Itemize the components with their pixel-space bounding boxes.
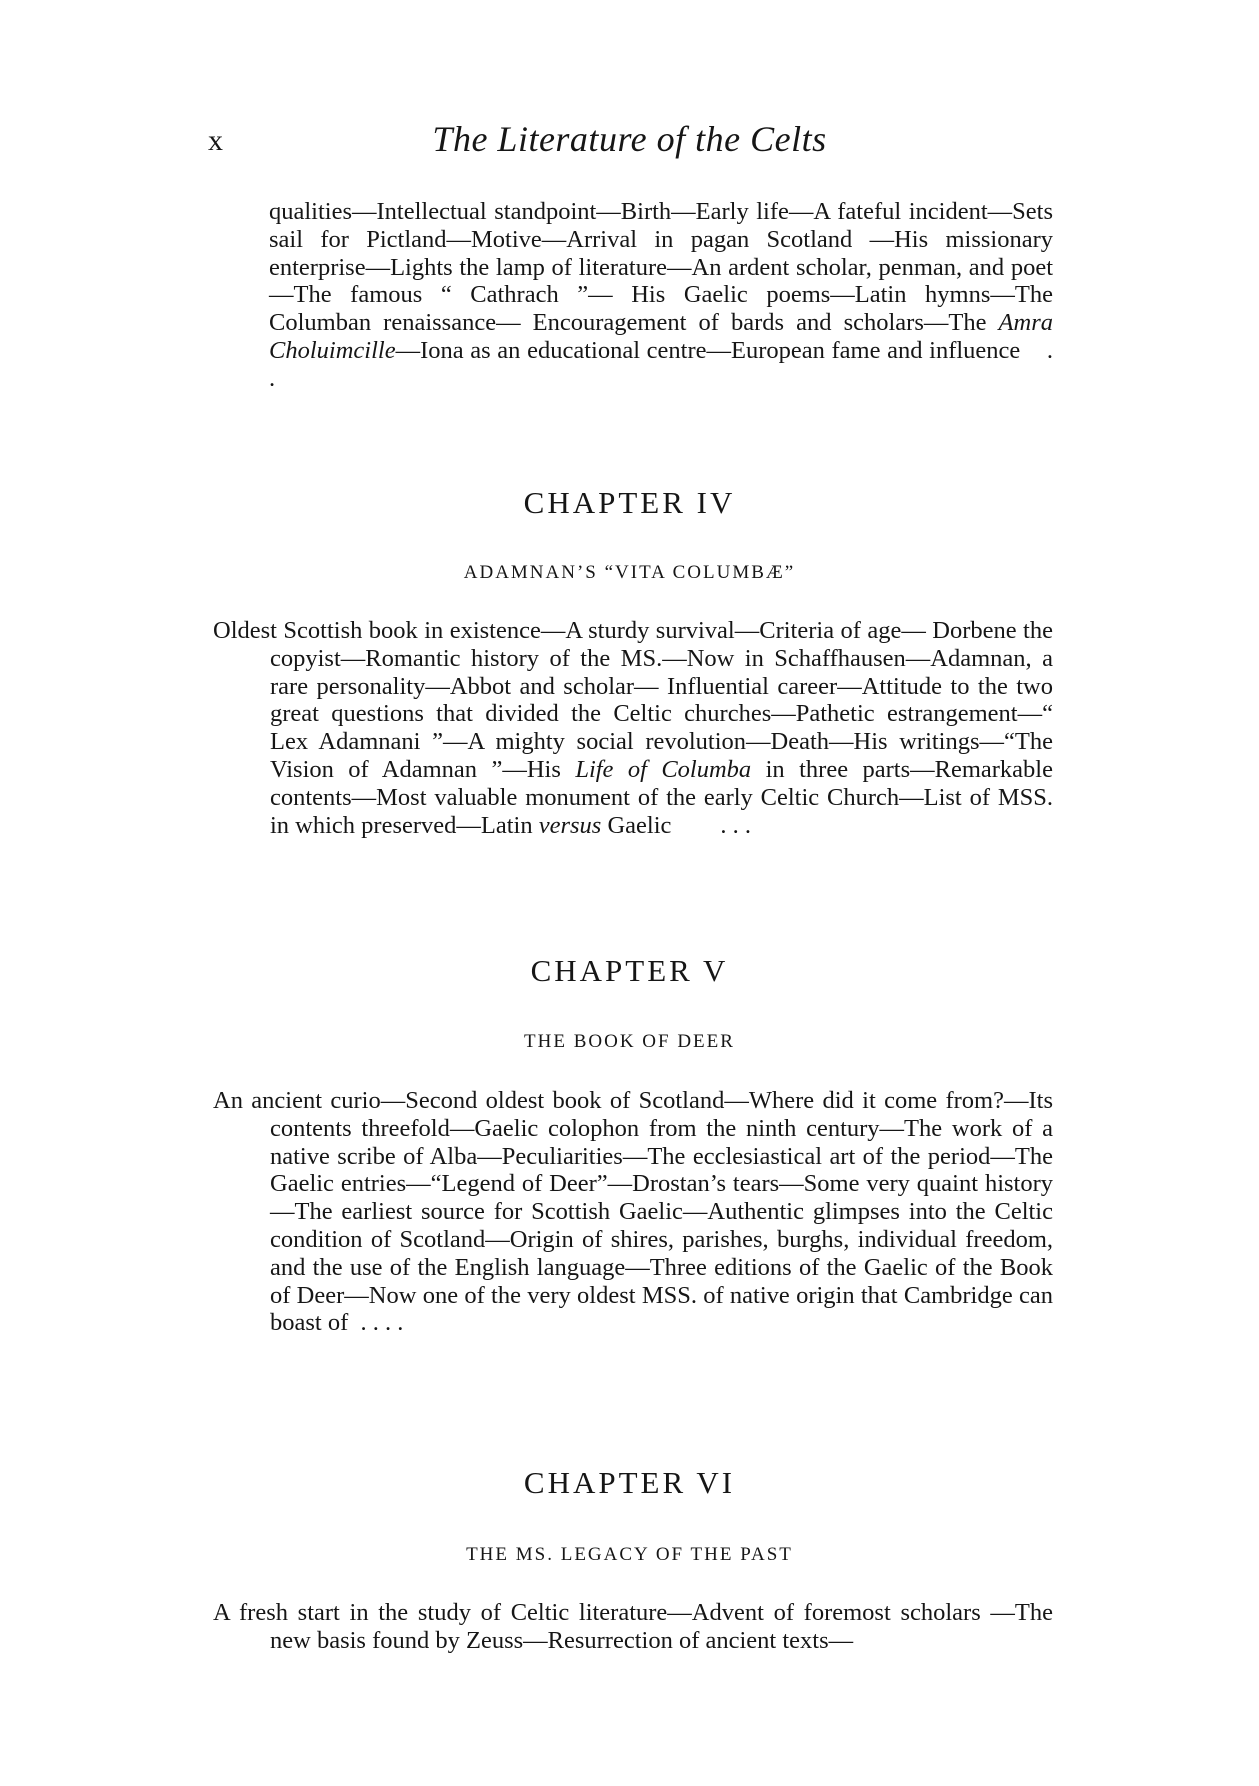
synopsis-text: —Iona as an educational centre—European fame and influence — [395, 336, 1021, 364]
chapter-3-synopsis-continued — [213, 198, 1053, 393]
synopsis-text: An ancient curio—Second oldest book of Scotland—Where did it come from?—Its contents threefold—Gaelic colophon from the ninth century—The work of a native scribe of Alba—Peculiarities—The ecclesiastical art of the period—The Gaelic entries—“Legend of Deer”—Drostan’s tears—Some very quaint history—The earliest source for Scottish Gaelic—Authentic glimpses into the Celtic condition of Scotland—Origin of shires, parishes, burghs, individual freedom, and the use of the English language—Three editions of the Gaelic of the Book of Deer—Now one of the very oldest MSS. of native origin that Cambridge can boast of — [213, 1087, 1053, 1337]
running-title: The Literature of the Celts — [432, 119, 827, 159]
synopsis-paragraph — [213, 1599, 1053, 1655]
synopsis-text: A fresh start in the study of Celtic literature—Advent of foremost scholars —The new basis found by Zeuss—Resurrection of ancient texts— — [213, 1599, 1053, 1654]
synopsis-text: Gaelic — [601, 811, 672, 839]
chapter-4-subtitle: ADAMNAN’S “VITA COLUMBÆ” — [463, 562, 796, 583]
dot-leaders: . . — [269, 336, 1053, 392]
synopsis-text: qualities—Intellectual standpoint—Birth—Early life—A fateful incident—Sets sail for Pictland—Motive—Arrival in pagan Scotland —His missionary enterprise—Lights the lamp of literature—An ardent scholar, penman, and poet—The famous “ Cathrach ”— His Gaelic poems—Latin hymns—The Columban renaissance— Encouragement of bards and scholars—The — [269, 198, 1053, 337]
chapter-4-synopsis — [213, 617, 1053, 839]
page-number: x — [208, 124, 223, 157]
chapter-6-heading: CHAPTER VI — [523, 1465, 736, 1500]
dot-leaders: . . . . — [360, 1309, 404, 1337]
synopsis-italic-word: versus — [538, 811, 602, 839]
dot-leaders: . . . — [720, 811, 752, 839]
synopsis-text: Oldest Scottish book in existence—A sturdy survival—Criteria of age— Dorbene the copyist—Romantic history of the MS.—Now in Schaffhausen—Adamnan, a rare personality—Abbot and scholar— Influential career—Attitude to the two great questions that divided the Celtic churches—Pathetic estrangement—“ Lex Adamnani ”—A mighty social revolution—Death—His writings—“The Vision of Adamnan ”—His — [213, 617, 1053, 783]
page-header — [0, 118, 1259, 168]
synopsis-paragraph — [213, 617, 1053, 839]
synopsis-italic-title: Life of Columba — [575, 755, 752, 783]
synopsis-italic-title: Amra Choluimcille — [269, 309, 1053, 364]
chapter-4-heading: CHAPTER IV — [523, 485, 736, 520]
chapter-5-subtitle: THE BOOK OF DEER — [524, 1031, 735, 1052]
synopsis-text: in three parts—Remarkable contents—Most valuable monument of the early Celtic Church—List of MSS. in which preserved—Latin — [270, 755, 1053, 839]
synopsis-paragraph — [213, 198, 1053, 393]
chapter-5-synopsis — [213, 1087, 1053, 1337]
chapter-6-subtitle: THE MS. LEGACY OF THE PAST — [466, 1544, 793, 1565]
chapter-5-heading: CHAPTER V — [530, 953, 729, 988]
chapter-6-synopsis — [213, 1599, 1053, 1655]
synopsis-paragraph — [213, 1087, 1053, 1337]
